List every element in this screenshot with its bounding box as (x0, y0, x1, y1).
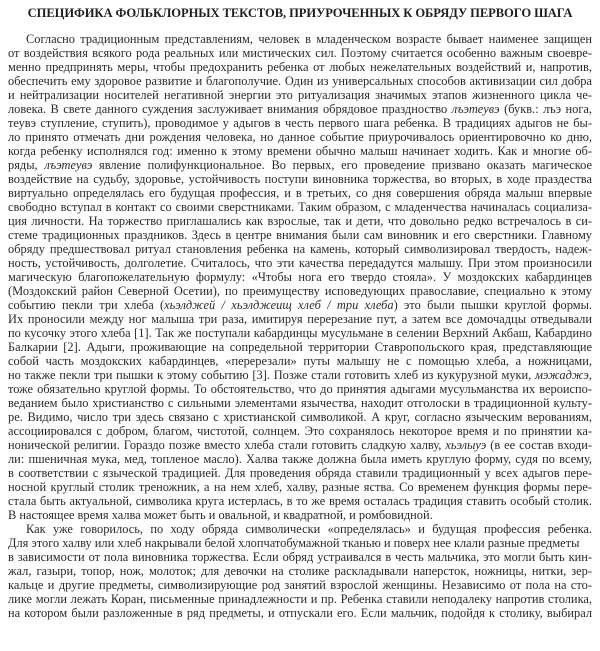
text-segment: лике могли лежать Коран, письменные принадлежности и пр. Ребенка ставили неподалеку напротив столика, (8, 592, 592, 606)
italic-term: лъэтеувэ (44, 158, 93, 172)
text-segment: магическую благопожелательную формулу: «Чтобы нога его твердо стояла». У моздокских кабардинцев (8, 270, 592, 284)
text-segment: тоже обязательно круглой формы. То обстоятельство, что до принятия адыгами мусульманства их вероиспо- (8, 382, 592, 396)
text-line (8, 578, 592, 592)
text-segment: ряды, (8, 158, 45, 172)
text-line (8, 158, 592, 172)
text-line (8, 32, 592, 46)
text-segment: кальце и другие предметы, символизирующие род занятий взрослой женщины. Независимо от пола на сто- (8, 578, 592, 592)
text-line (8, 410, 592, 424)
text-segment: ция личности. На торжество приглашались как взрослые, так и дети, что довольно редко встречалось в си- (8, 214, 592, 228)
text-line (8, 536, 592, 550)
text-segment: но также пекли три пышки к этому событию [3]. Позже стали готовить хлеб из кукурузной муки, (8, 368, 535, 382)
text-segment: жал, газыри, топор, нож, молоток; для девочки на столике раскладывали наперсток, ножницы, нитки, зер- (8, 564, 592, 578)
article-title: СПЕЦИФИКА ФОЛЬКЛОРНЫХ ТЕКСТОВ, ПРИУРОЧЕННЫХ К ОБРЯДУ ПЕРВОГО ШАГА (27, 6, 573, 20)
text-line (8, 242, 592, 256)
text-segment: менно предпринять меры, чтобы предохранить ребенка от любых нежелательных воздействий и, напротив, (8, 60, 592, 74)
text-segment: свободно вступал в контакт со своими сверстниками. Таким образом, с младенчества начиналась социализа- (8, 200, 592, 214)
text-segment: ло принято отмечать дни рождения человека, но данное событие приурочивалось ориентировочно ко дню, (8, 130, 592, 144)
text-segment: по кусочку этого хлеба [1]. Так же поступали кабардинцы мусульмане в селении Верхний Акбаш, Кабардино (8, 326, 592, 340)
text-line (8, 74, 592, 88)
text-line (8, 130, 592, 144)
text-line (8, 172, 592, 186)
text-line (8, 144, 592, 158)
text-segment: ловека. В свете данного суждения заслуживает внимания обрядовое праздноство (8, 102, 452, 116)
text-line (8, 312, 592, 326)
text-line (8, 592, 592, 606)
text-segment: Балкарии [2]. Адыги, проживающие на сопредельной территории Ставропольского края, представляющие (8, 340, 592, 354)
text-segment: явление полифункциональное. Во первых, его проведение призвано оказать магическое (92, 158, 592, 172)
text-line (8, 284, 592, 298)
text-line (8, 466, 592, 480)
text-segment: Как уже говорилось, по ходу обряда символически «определялась» и будущая профессия ребенка. (26, 522, 592, 536)
text-segment: ли: пшеничная мука, мед, топленое масло). Халва также должна была иметь круглую форму, судя по всему, (8, 452, 592, 466)
text-line (8, 340, 592, 354)
text-segment: Согласно традиционным представлениям, человек в младенческом возрасте бывает наименее защищен (26, 32, 592, 46)
text-line (8, 186, 592, 200)
text-segment: когда ребенку исполнялся год: именно к этому времени обычно малыш начинает ходить. Как и многие об- (8, 144, 592, 158)
text-segment: носной круглый столик треножник, а на нем хлеб, халву, разные яства. Со временем функция формы пере- (8, 480, 592, 494)
italic-term: лъэтеувэ (451, 102, 500, 116)
text-line (8, 522, 592, 536)
text-segment: собой часть моздокских кабардинцев, «перерезали» путы малышу не с помощью хлеба, а ножницами, (8, 354, 592, 368)
text-segment: , (588, 368, 592, 382)
text-line (8, 382, 592, 396)
text-line (8, 494, 592, 508)
text-line (8, 228, 592, 242)
text-line (8, 200, 592, 214)
italic-term: мэжаджэ (535, 368, 589, 382)
text-segment: нонической религии. Гораздо позже вместо хлеба стали готовить сладкую халву, (8, 438, 446, 452)
text-segment: веданием было христианство с сильными элементами язычества, находит отголоски в традиционной культу- (8, 396, 592, 410)
italic-term: хьэлыуэ (445, 438, 487, 452)
text-line (8, 256, 592, 270)
text-line (8, 102, 592, 116)
text-segment: событию пекли три хлеба ( (8, 298, 165, 312)
text-line (8, 550, 592, 564)
text-line (8, 354, 592, 368)
text-segment: ) это были пышки круглой формы. (393, 298, 592, 312)
text-line (8, 298, 592, 312)
text-segment: на котором были разложенные в ряд предметы, и отпускали его. Если мальчик, подойдя к столику, выбирал (8, 606, 592, 620)
text-line (8, 606, 592, 620)
text-line (8, 480, 592, 494)
text-segment: стеме традиционных праздников. Здесь в центре внимания были сам виновник и его сверстники. Главному (8, 228, 592, 242)
article-body (8, 32, 592, 620)
text-segment: Их проносили между ног малыша три раза, имитируя перерезание пут, а затем все домочадцы отведывали (8, 312, 592, 326)
text-line (8, 452, 592, 466)
text-line (8, 60, 592, 74)
text-segment: в зависимости от пола виновника торжества. Если обряд устраивался в честь мальчика, это могли быть кин- (8, 550, 592, 564)
text-segment: (в ее состав входи- (486, 438, 592, 452)
text-line (8, 564, 592, 578)
text-segment: Для этого халву или хлеб накрывали белой хлопчатобумажной тканью и поверх нее клали разные предметы (8, 536, 580, 550)
italic-term: хьэлджей / хьэлджеищ хлеб / три хлеба (164, 298, 394, 312)
text-line (8, 396, 592, 410)
text-segment: В настоящее время халва может быть и овальной, и квадратной, и ромбовидной. (8, 508, 433, 522)
text-segment: виртуально определялась его будущая профессия, и в третьих, со дня совершения обряда малыш впервые (8, 186, 592, 200)
text-line (8, 508, 592, 522)
text-segment: ре. Видимо, число три здесь связано с христианской символикой. А круг, согласно языческим верованиям, (8, 410, 592, 424)
text-line (8, 368, 592, 382)
text-line (8, 326, 592, 340)
text-segment: обеспечить ему здоровое развитие и благополучие. Один из универсальных способов активизации сил добра (8, 74, 592, 88)
text-segment: воздействие на судьбу, здоровье, устойчивость поступи виновника торжества, во вторых, в ходе праздества (8, 172, 592, 186)
text-line (8, 270, 592, 284)
text-segment: в соответствии с языческой традицией. Для проведения обряда ставили традиционный у всех адыгов пере- (8, 466, 592, 480)
text-line (8, 424, 592, 438)
text-segment: (Моздокский район Северной Осетии), по преимуществу исповедующих православие, специально к этому (8, 284, 592, 298)
text-line (8, 214, 592, 228)
text-segment: (букв.: лъэ нога, (499, 102, 592, 116)
text-line (8, 88, 592, 102)
text-segment: теувэ ступление, ступить), проводимое у адыгов в честь первого шага ребенка. В традициях адыгов не бы- (8, 116, 592, 130)
text-line (8, 46, 592, 60)
text-segment: ассоциировался с добром, благом, чистотой, солнцем. Это сохранялось некоторое время и по принятии ка- (8, 424, 592, 438)
text-segment: от воздействия всякого рода реальных или мистических сил. Поэтому считается особенно важным своевре- (8, 46, 592, 60)
text-segment: обряду предшествовал ритуал становления ребенка на камень, который символизировал твердость, надеж- (8, 242, 592, 256)
text-segment: стала быть актуальной, символика круга истерлась, в то же время осталась традиция ставить особый столик. (8, 494, 592, 508)
text-line (8, 116, 592, 130)
text-line (8, 438, 592, 452)
text-segment: ность, устойчивость, долголетие. Считалось, что эти качества передадутся малышу. При этом произносили (8, 256, 592, 270)
text-segment: и нейтрализации носителей негативной энергии это ритуализация значимых этапов жизненного цикла че- (8, 88, 592, 102)
